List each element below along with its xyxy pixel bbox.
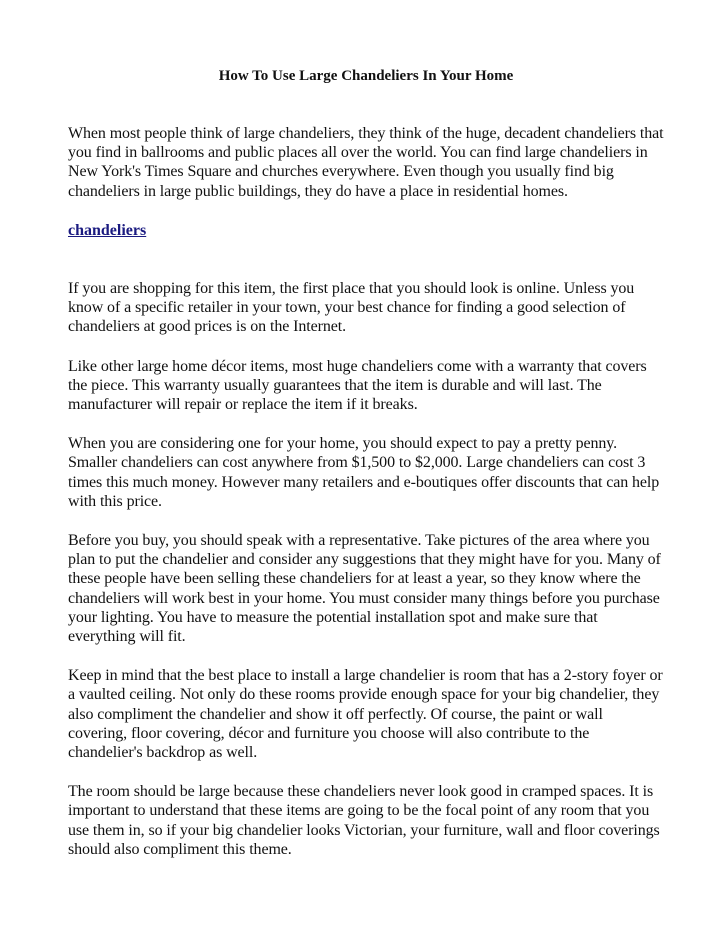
paragraph-shopping: If you are shopping for this item, the first place that you should look is online. Unless you know of a specific retailer in your town, your best chance for finding a good selection of chandeliers at good prices is on the Internet. xyxy=(68,280,635,336)
paragraph-warranty: Like other large home décor items, most huge chandeliers come with a warranty that covers the piece. This warranty usually guarantees that the item is durable and will last. The manufacturer will repair or replace the item if it breaks. xyxy=(68,357,647,414)
paragraph-representative: Before you buy, you should speak with a representative. Take pictures of the area where you plan to put the chandelier and consider any suggestions that they might have for you. Many of these people have been selling these chandeliers for at least a year, so they know where the chandeliers will work best in your home. You must consider many things before you purchase your lighting. You have to measure the potential installation spot and make sure that everything will fit. xyxy=(68,532,661,646)
paragraph-intro: When most people think of large chandeliers, they think of the huge, decadent chandeliers that you find in ballrooms and public places all over the world. You can find large chandeliers in New York's Times Square and churches everywhere. Even though you usually find big chandeliers in large public buildings, they do have a place in residential homes. xyxy=(68,125,664,200)
paragraph-placement: Keep in mind that the best place to install a large chandelier is room that has a 2-story foyer or a vaulted ceiling. Not only do these rooms provide enough space for your big chandelier, they also compliment the chandelier and show it off perfectly. Of course, the paint or wall covering, floor covering, décor and furniture you choose will also contribute to the chandelier's backdrop as well. xyxy=(68,667,663,762)
document-title: How To Use Large Chandeliers In Your Home xyxy=(218,68,514,84)
paragraph-cost: When you are considering one for your home, you should expect to pay a pretty penny. Smaller chandeliers can cost anywhere from $1,500 to $2,000. Large chandeliers can cost 3 times this much money. However many retailers and e-boutiques offer discounts that can help with this price. xyxy=(68,435,660,510)
document-page xyxy=(68,66,664,879)
paragraph-room-size: The room should be large because these chandeliers never look good in cramped spaces. It is important to understand that these items are going to be the focal point of any room that you use them in, so if your big chandelier looks Victorian, your furniture, wall and floor coverings should also compliment this theme. xyxy=(68,783,660,858)
chandeliers-link[interactable]: chandeliers xyxy=(68,221,147,239)
link-container xyxy=(68,221,664,260)
